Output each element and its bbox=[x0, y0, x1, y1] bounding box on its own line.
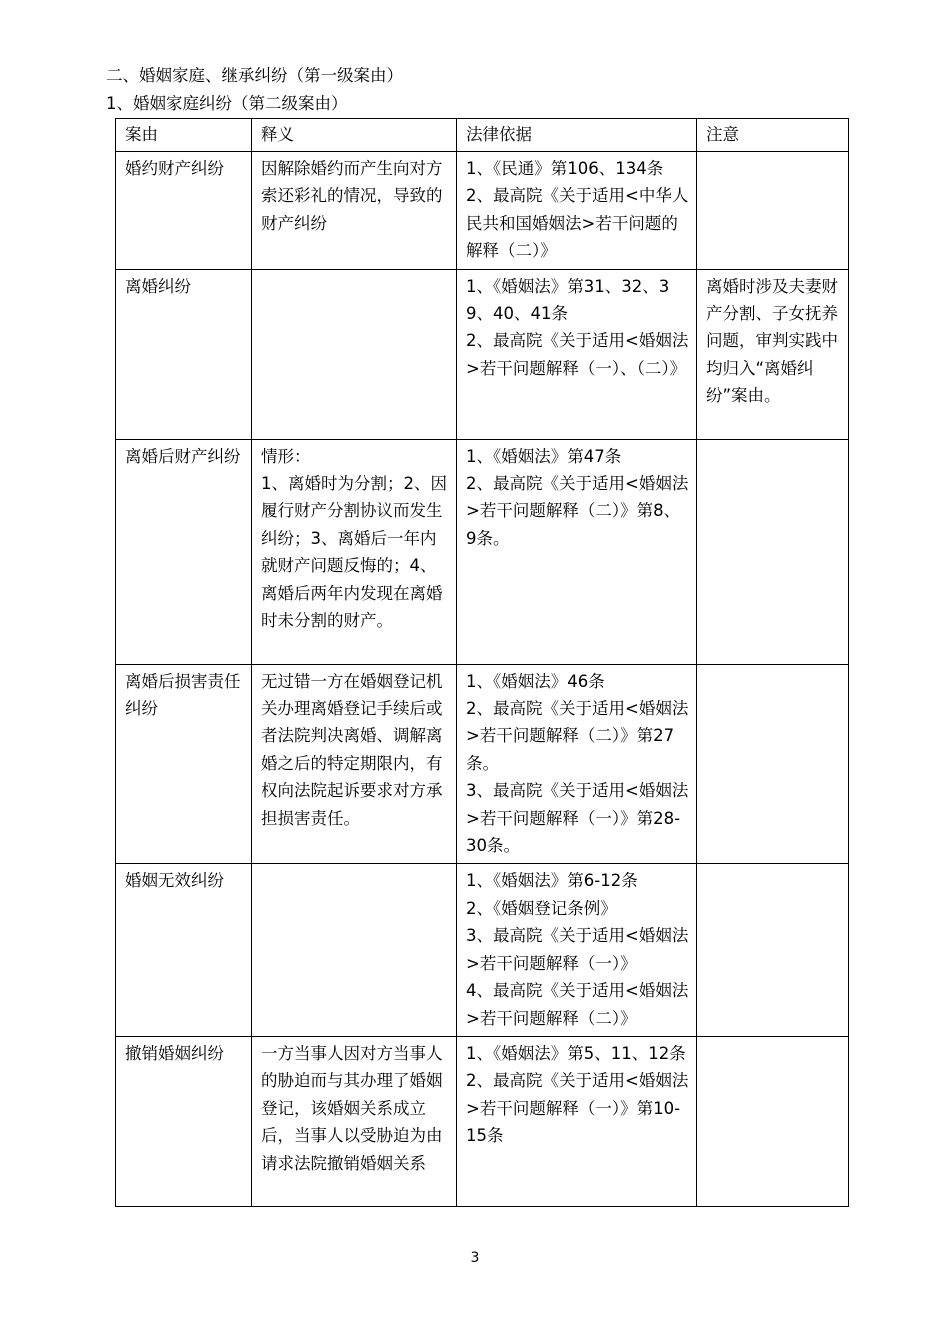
meaning-cell bbox=[252, 269, 457, 439]
table-row bbox=[116, 269, 849, 439]
cause-cell: 离婚纠纷 bbox=[116, 269, 252, 439]
table-body bbox=[116, 152, 849, 1207]
meaning-line: 1、离婚时为分割；2、因履行财产分割协议而发生纠纷；3、离婚后一年内就财产问题反悔的；4、离婚后两年内发现在离婚时未分割的财产。 bbox=[261, 474, 447, 631]
legal-basis-cell bbox=[457, 439, 697, 664]
legal-basis-item: 2、《婚姻登记条例》 bbox=[466, 898, 617, 918]
legal-basis-cell bbox=[457, 864, 697, 1036]
level1-heading: 二、婚姻家庭、继承纠纷（第一级案由） bbox=[106, 66, 403, 85]
legal-basis-item: 3、最高院《关于适用<婚姻法>若干问题解释（一）》 bbox=[466, 926, 689, 973]
cause-cell: 离婚后损害责任纠纷 bbox=[116, 664, 252, 864]
legal-basis-cell bbox=[457, 664, 697, 864]
meaning-cell bbox=[252, 1036, 457, 1206]
note-cell bbox=[697, 864, 849, 1036]
legal-basis-item: 2、最高院《关于适用<婚姻法>若干问题解释（二）》第27条。 bbox=[466, 699, 689, 773]
cause-cell: 婚姻无效纠纷 bbox=[116, 864, 252, 1036]
legal-basis-item: 1、《民通》第106、134条 bbox=[466, 159, 664, 178]
legal-basis-item: 1、《婚姻法》第6-12条 bbox=[466, 871, 638, 891]
legal-basis-item: 2、最高院《关于适用<中华人民共和国婚姻法>若干问题的解释（二）》 bbox=[466, 186, 689, 261]
table-row bbox=[116, 1036, 849, 1206]
legal-basis-item: 3、最高院《关于适用<婚姻法>若干问题解释（一）》第28-30条。 bbox=[466, 781, 689, 856]
meaning-line: 无过错一方在婚姻登记机关办理离婚登记手续后或者法院判决离婚、调解离婚之后的特定期限内，有权向法院起诉要求对方承担损害责任。 bbox=[261, 671, 443, 828]
meaning-line: 因解除婚约而产生向对方索还彩礼的情况，导致的财产纠纷 bbox=[261, 159, 443, 233]
cause-cell: 撤销婚姻纠纷 bbox=[116, 1036, 252, 1206]
legal-basis-item: 1、《婚姻法》46条 bbox=[466, 671, 605, 691]
table-header-row bbox=[116, 119, 849, 152]
meaning-cell bbox=[252, 664, 457, 864]
note-cell bbox=[697, 152, 849, 270]
meaning-cell bbox=[252, 439, 457, 664]
note-cell: 离婚时涉及夫妻财产分割、子女抚养问题，审判实践中均归入“离婚纠纷”案由。 bbox=[697, 269, 849, 439]
column-header-note: 注意 bbox=[697, 119, 849, 152]
table-row bbox=[116, 439, 849, 664]
legal-basis-item: 2、最高院《关于适用<婚姻法>若干问题解释（一）、（二）》 bbox=[466, 331, 689, 378]
legal-basis-cell bbox=[457, 152, 697, 270]
meaning-line: 一方当事人因对方当事人的胁迫而与其办理了婚姻登记，该婚姻关系成立后，当事人以受胁迫为由请求法院撤销婚姻关系 bbox=[261, 1043, 443, 1173]
table-row bbox=[116, 664, 849, 864]
legal-basis-item: 2、最高院《关于适用<婚姻法>若干问题解释（二）》第8、9条。 bbox=[466, 474, 689, 548]
legal-basis-item: 2、最高院《关于适用<婚姻法>若干问题解释（一）》第10-15条 bbox=[466, 1071, 689, 1146]
meaning-line: 情形： bbox=[261, 446, 311, 466]
legal-basis-cell bbox=[457, 269, 697, 439]
column-header-cause: 案由 bbox=[116, 119, 252, 152]
legal-basis-item: 1、《婚姻法》第5、11、12条 bbox=[466, 1043, 686, 1063]
note-cell bbox=[697, 439, 849, 664]
case-table bbox=[115, 118, 849, 1207]
cause-cell: 婚约财产纠纷 bbox=[116, 152, 252, 270]
legal-basis-item: 1、《婚姻法》第47条 bbox=[466, 446, 622, 466]
note-cell bbox=[697, 1036, 849, 1206]
legal-basis-cell bbox=[457, 1036, 697, 1206]
legal-basis-item: 4、最高院《关于适用<婚姻法>若干问题解释（二）》 bbox=[466, 981, 689, 1028]
note-cell bbox=[697, 664, 849, 864]
column-header-meaning: 释义 bbox=[252, 119, 457, 152]
table-row bbox=[116, 152, 849, 270]
table-row bbox=[116, 864, 849, 1036]
page-number: 3 bbox=[470, 1250, 480, 1266]
cause-cell: 离婚后财产纠纷 bbox=[116, 439, 252, 664]
column-header-basis: 法律依据 bbox=[457, 119, 697, 152]
legal-basis-item: 1、《婚姻法》第31、32、39、40、41条 bbox=[466, 276, 670, 324]
meaning-cell bbox=[252, 864, 457, 1036]
meaning-cell bbox=[252, 152, 457, 270]
level2-heading: 1、婚姻家庭纠纷（第二级案由） bbox=[106, 94, 348, 113]
